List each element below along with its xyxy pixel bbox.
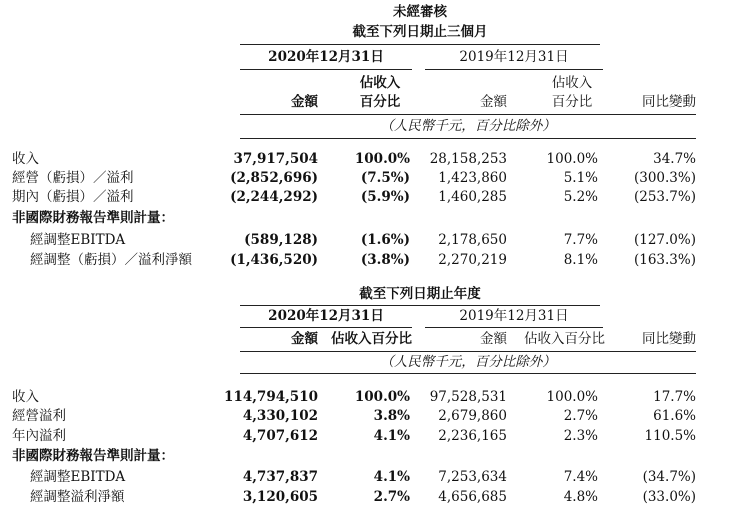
amount-2020: (2,244,292) (230, 189, 318, 205)
section1-title: 未經審核 (393, 4, 447, 20)
section2-rule-top (240, 305, 600, 306)
amount-2020: 114,794,510 (224, 389, 318, 405)
row-label: 經營（虧損）／溢利 (12, 170, 134, 186)
section2-period: 截至下列日期止年度 (359, 286, 481, 302)
amount-2020: 37,917,504 (233, 151, 318, 167)
section2-col-amount-2020: 金額 (291, 331, 318, 347)
section2-nongaap-heading: 非國際財務報告準則計量： (12, 448, 174, 464)
section1-col-amount-2019: 金額 (480, 94, 507, 110)
section2-rule-bottom (240, 373, 696, 374)
section2-date-2019: 2019年12月31日 (459, 308, 569, 324)
section1-col-pct-2020-line2: 百分比 (359, 94, 401, 110)
amount-2019: 1,460,285 (438, 189, 507, 205)
amount-2020: 4,707,612 (242, 428, 318, 444)
amount-2019: 4,656,685 (438, 489, 507, 505)
section1-unit-note: （人民幣千元，百分比除外） (380, 118, 556, 134)
section2-rule-mid (240, 351, 696, 352)
amount-2019: 2,236,165 (438, 428, 507, 444)
pct-2020: 100.0% (354, 389, 410, 405)
section1-col-yoy: 同比變動 (642, 94, 696, 110)
yoy-change: 17.7% (653, 389, 696, 405)
section1-col-pct-2019-line2: 百分比 (551, 94, 593, 110)
row-label: 期內（虧損）／溢利 (12, 189, 134, 205)
amount-2019: 2,679,860 (438, 408, 507, 424)
yoy-change: (34.7%) (642, 469, 696, 485)
pct-2019: 4.8% (563, 489, 598, 505)
section2-col-pct-2019: 佔收入百分比 (524, 331, 605, 347)
pct-2020: 100.0% (354, 151, 410, 167)
amount-2019: 1,423,860 (438, 170, 507, 186)
yoy-change: (127.0%) (633, 232, 696, 248)
pct-2020: (7.5%) (360, 170, 410, 186)
section2-rule-2019 (425, 327, 603, 328)
section2-col-amount-2019: 金額 (480, 331, 507, 347)
yoy-change: (33.0%) (642, 489, 696, 505)
amount-2019: 28,158,253 (429, 151, 507, 167)
section2-unit-note: （人民幣千元，百分比除外） (380, 354, 556, 370)
yoy-change: (300.3%) (633, 170, 696, 186)
amount-2019: 97,528,531 (429, 389, 507, 405)
section2-date-2020: 2020年12月31日 (268, 308, 384, 324)
section1-col-pct-2020-line1: 佔收入 (359, 75, 401, 91)
amount-2019: 2,270,219 (438, 252, 507, 268)
row-label: 經調整溢利淨額 (30, 489, 125, 505)
yoy-change: 61.6% (653, 408, 696, 424)
amount-2020: 3,120,605 (242, 489, 318, 505)
row-label: 經調整（虧損）／溢利淨額 (30, 252, 192, 268)
row-label: 經調整EBITDA (30, 232, 126, 248)
section1-period: 截至下列日期止三個月 (352, 24, 488, 40)
pct-2020: (1.6%) (360, 232, 410, 248)
pct-2019: 2.3% (563, 428, 598, 444)
pct-2020: 4.1% (373, 469, 410, 485)
amount-2020: 4,737,837 (242, 469, 318, 485)
pct-2019: 100.0% (546, 151, 598, 167)
section1-col-amount-2020: 金額 (291, 94, 318, 110)
pct-2020: 3.8% (373, 408, 410, 424)
section1-col-pct-2019-line1: 佔收入 (551, 75, 593, 91)
pct-2019: 7.4% (563, 469, 598, 485)
pct-2019: 100.0% (546, 389, 598, 405)
pct-2019: 8.1% (563, 252, 598, 268)
amount-2020: (1,436,520) (230, 252, 318, 268)
section2-col-yoy: 同比變動 (642, 331, 696, 347)
yoy-change: (163.3%) (633, 252, 696, 268)
pct-2020: 2.7% (373, 489, 410, 505)
section1-rule-bottom (240, 138, 696, 139)
pct-2019: 2.7% (563, 408, 598, 424)
pct-2019: 5.2% (563, 189, 598, 205)
section1-date-2019: 2019年12月31日 (459, 49, 569, 65)
row-label: 年內溢利 (12, 428, 66, 444)
pct-2020: (3.8%) (360, 252, 410, 268)
amount-2019: 2,178,650 (438, 232, 507, 248)
amount-2020: 4,330,102 (242, 408, 318, 424)
pct-2020: (5.9%) (360, 189, 410, 205)
row-label: 收入 (12, 151, 39, 167)
pct-2019: 7.7% (563, 232, 598, 248)
section1-rule-2019 (425, 69, 603, 70)
section2-rule-2020 (240, 327, 412, 328)
section1-date-2020: 2020年12月31日 (268, 49, 384, 65)
yoy-change: 34.7% (653, 151, 696, 167)
section1-rule-mid (240, 114, 696, 115)
amount-2019: 7,253,634 (438, 469, 507, 485)
yoy-change: (253.7%) (633, 189, 696, 205)
row-label: 經營溢利 (12, 408, 66, 424)
row-label: 收入 (12, 389, 39, 405)
yoy-change: 110.5% (644, 428, 696, 444)
section1-rule-2020 (240, 69, 412, 70)
section2-col-pct-2020: 佔收入百分比 (331, 331, 412, 347)
amount-2020: (2,852,696) (230, 170, 318, 186)
amount-2020: (589,128) (244, 232, 318, 248)
pct-2020: 4.1% (373, 428, 410, 444)
section1-rule-top (240, 44, 600, 45)
section1-nongaap-heading: 非國際財務報告準則計量： (12, 210, 174, 226)
row-label: 經調整EBITDA (30, 469, 126, 485)
pct-2019: 5.1% (563, 170, 598, 186)
